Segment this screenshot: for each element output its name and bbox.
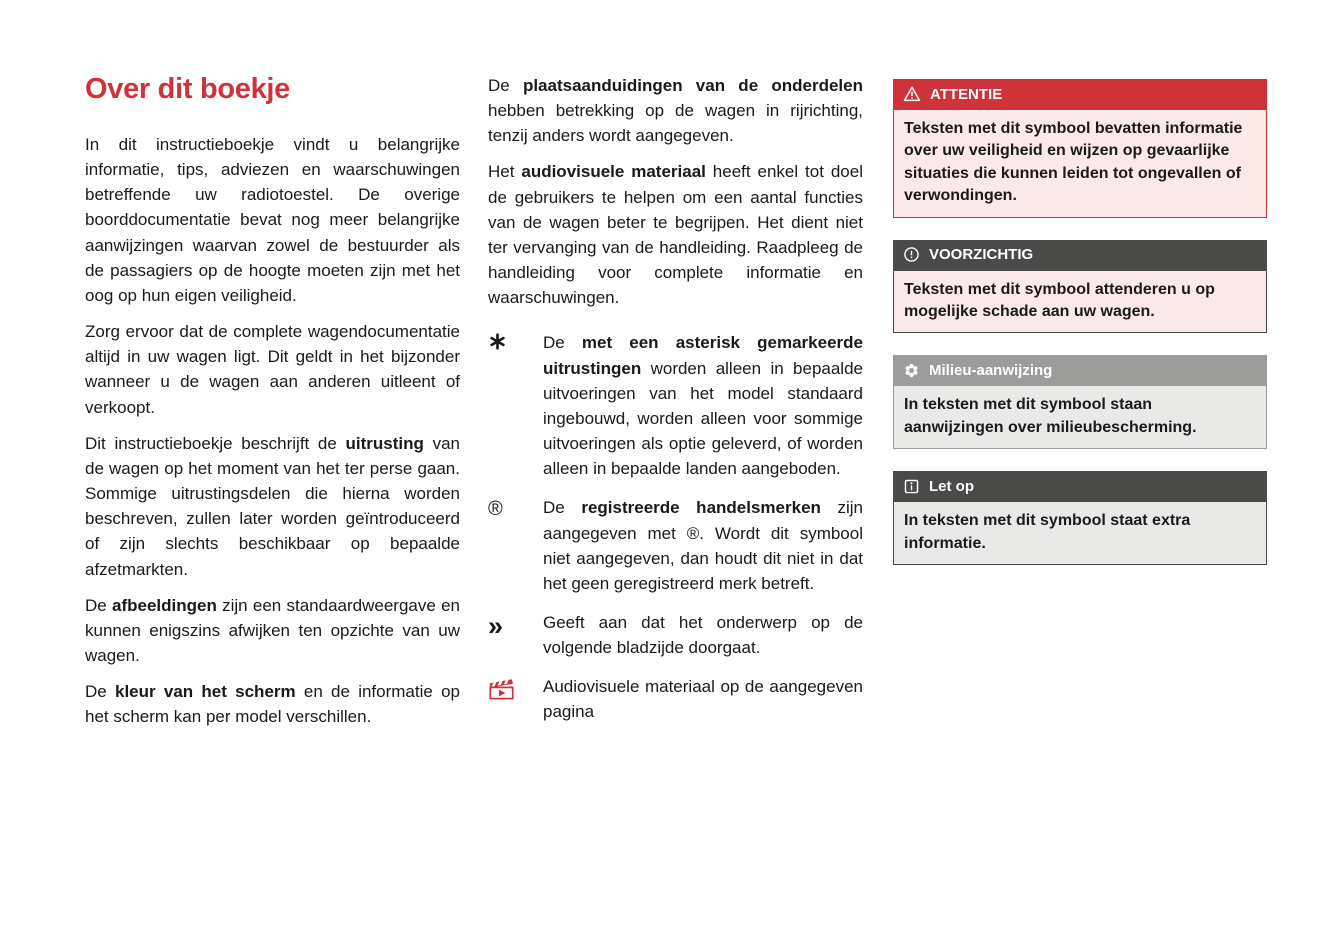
notice-milieu [893,355,1267,449]
notice-body: Teksten met dit symbool bevatten informatie over uw veiligheid en wijzen op gevaarlijke situaties die kunnen leiden tot ongevallen of verwondingen. [893,109,1267,218]
notice-title: Let op [929,477,974,495]
page-title: Over dit boekje [85,73,291,105]
notice-body: Teksten met dit symbool attenderen u op mogelijke schade aan uw wagen. [893,270,1267,334]
notice-body: In teksten met dit symbool staat extra informatie. [893,501,1267,565]
notice-header [893,355,1267,385]
legend-item-audiovisual [488,674,863,724]
paragraph: De kleur van het scherm en de informatie op het scherm kan per model verschillen. [85,682,460,727]
caution-circle-icon [903,246,920,263]
continuation-chevrons-icon: » [488,610,501,641]
paragraph: Dit instructieboekje beschrijft de uitrusting van de wagen op het moment van het ter perse gaan. Sommige uitrustingsdelen die hierna worden beschreven, zullen later worden geïntroduceerd of zijn slechts beschikbaar op bepaalde afzetmarkten. [85,433,460,579]
paragraph: De afbeeldingen zijn een standaardweergave en kunnen enigszins afwijken ten opzichte van uw wagen. [85,595,460,665]
paragraph: In dit instructieboekje vindt u belangrijke informatie, tips, adviezen en waarschuwingen betreffende uw radiotoestel. De overige boorddocumentatie bevat nog meer belangrijke aanwijzingen waarvan zowel de bestuurder als de passagiers op de hoogte moeten zijn met het oog op hun eigen veiligheid. [85,135,460,305]
paragraph: De plaatsaanduidingen van de onderdelen hebben betrekking op de wagen in rijrichting, tenzij anders wordt aangegeven. [488,76,863,146]
legend-item-registered-trademark [488,495,863,596]
notice-voorzichtig [893,240,1267,334]
legend-text: De met een asterisk gemarkeerde uitrustingen worden alleen in bepaalde uitvoeringen van het model standaard ingebouwd, worden alleen voor sommige uitvoeringen als optie geleverd, of worden alleen in bepaalde landen aangeboden. [543,333,863,479]
paragraph: Zorg ervoor dat de complete wagendocumentatie altijd in uw wagen ligt. Dit geldt in het bijzonder wanneer u de wagen aan anderen uitleent of verkoopt. [85,322,460,417]
symbol-legend [488,330,863,724]
notice-title: VOORZICHTIG [929,246,1034,264]
flower-icon [903,362,920,379]
asterisk-icon [488,330,543,481]
legend-item-asterisk [488,330,863,481]
notice-letop [893,471,1267,565]
clapperboard-icon [488,674,543,724]
notice-title: ATTENTIE [930,85,1003,103]
column-about [85,73,460,944]
notice-header [893,471,1267,501]
warning-triangle-icon [903,85,921,103]
column-symbols [488,73,863,944]
registered-trademark-icon: ® [488,498,503,521]
legend-text: Audiovisuele materiaal op de aangegeven pagina [543,677,863,722]
legend-text: De registreerde handelsmerken zijn aangegeven met ®. Wordt dit symbool niet aangegeven, dan houdt dit niet in dat het geen geregistreerd merk betreft. [543,498,863,593]
notice-title: Milieu-aanwijzing [929,361,1053,379]
notice-attentie [893,79,1267,218]
paragraph: Het audiovisuele materiaal heeft enkel tot doel de gebruikers te helpen om een aantal functies van de wagen beter te begrijpen. Het dient niet ter vervanging van de handleiding. Raadpleeg de handleiding voor complete informatie en waarschuwingen. [488,162,863,308]
notice-header [893,79,1267,109]
legend-text: Geeft aan dat het onderwerp op de volgende bladzijde doorgaat. [543,612,863,658]
legend-item-continuation [488,610,863,660]
column-notices [893,73,1267,944]
notice-header [893,240,1267,270]
notice-body: In teksten met dit symbool staan aanwijzingen over milieubescherming. [893,385,1267,449]
info-square-icon [903,478,920,495]
